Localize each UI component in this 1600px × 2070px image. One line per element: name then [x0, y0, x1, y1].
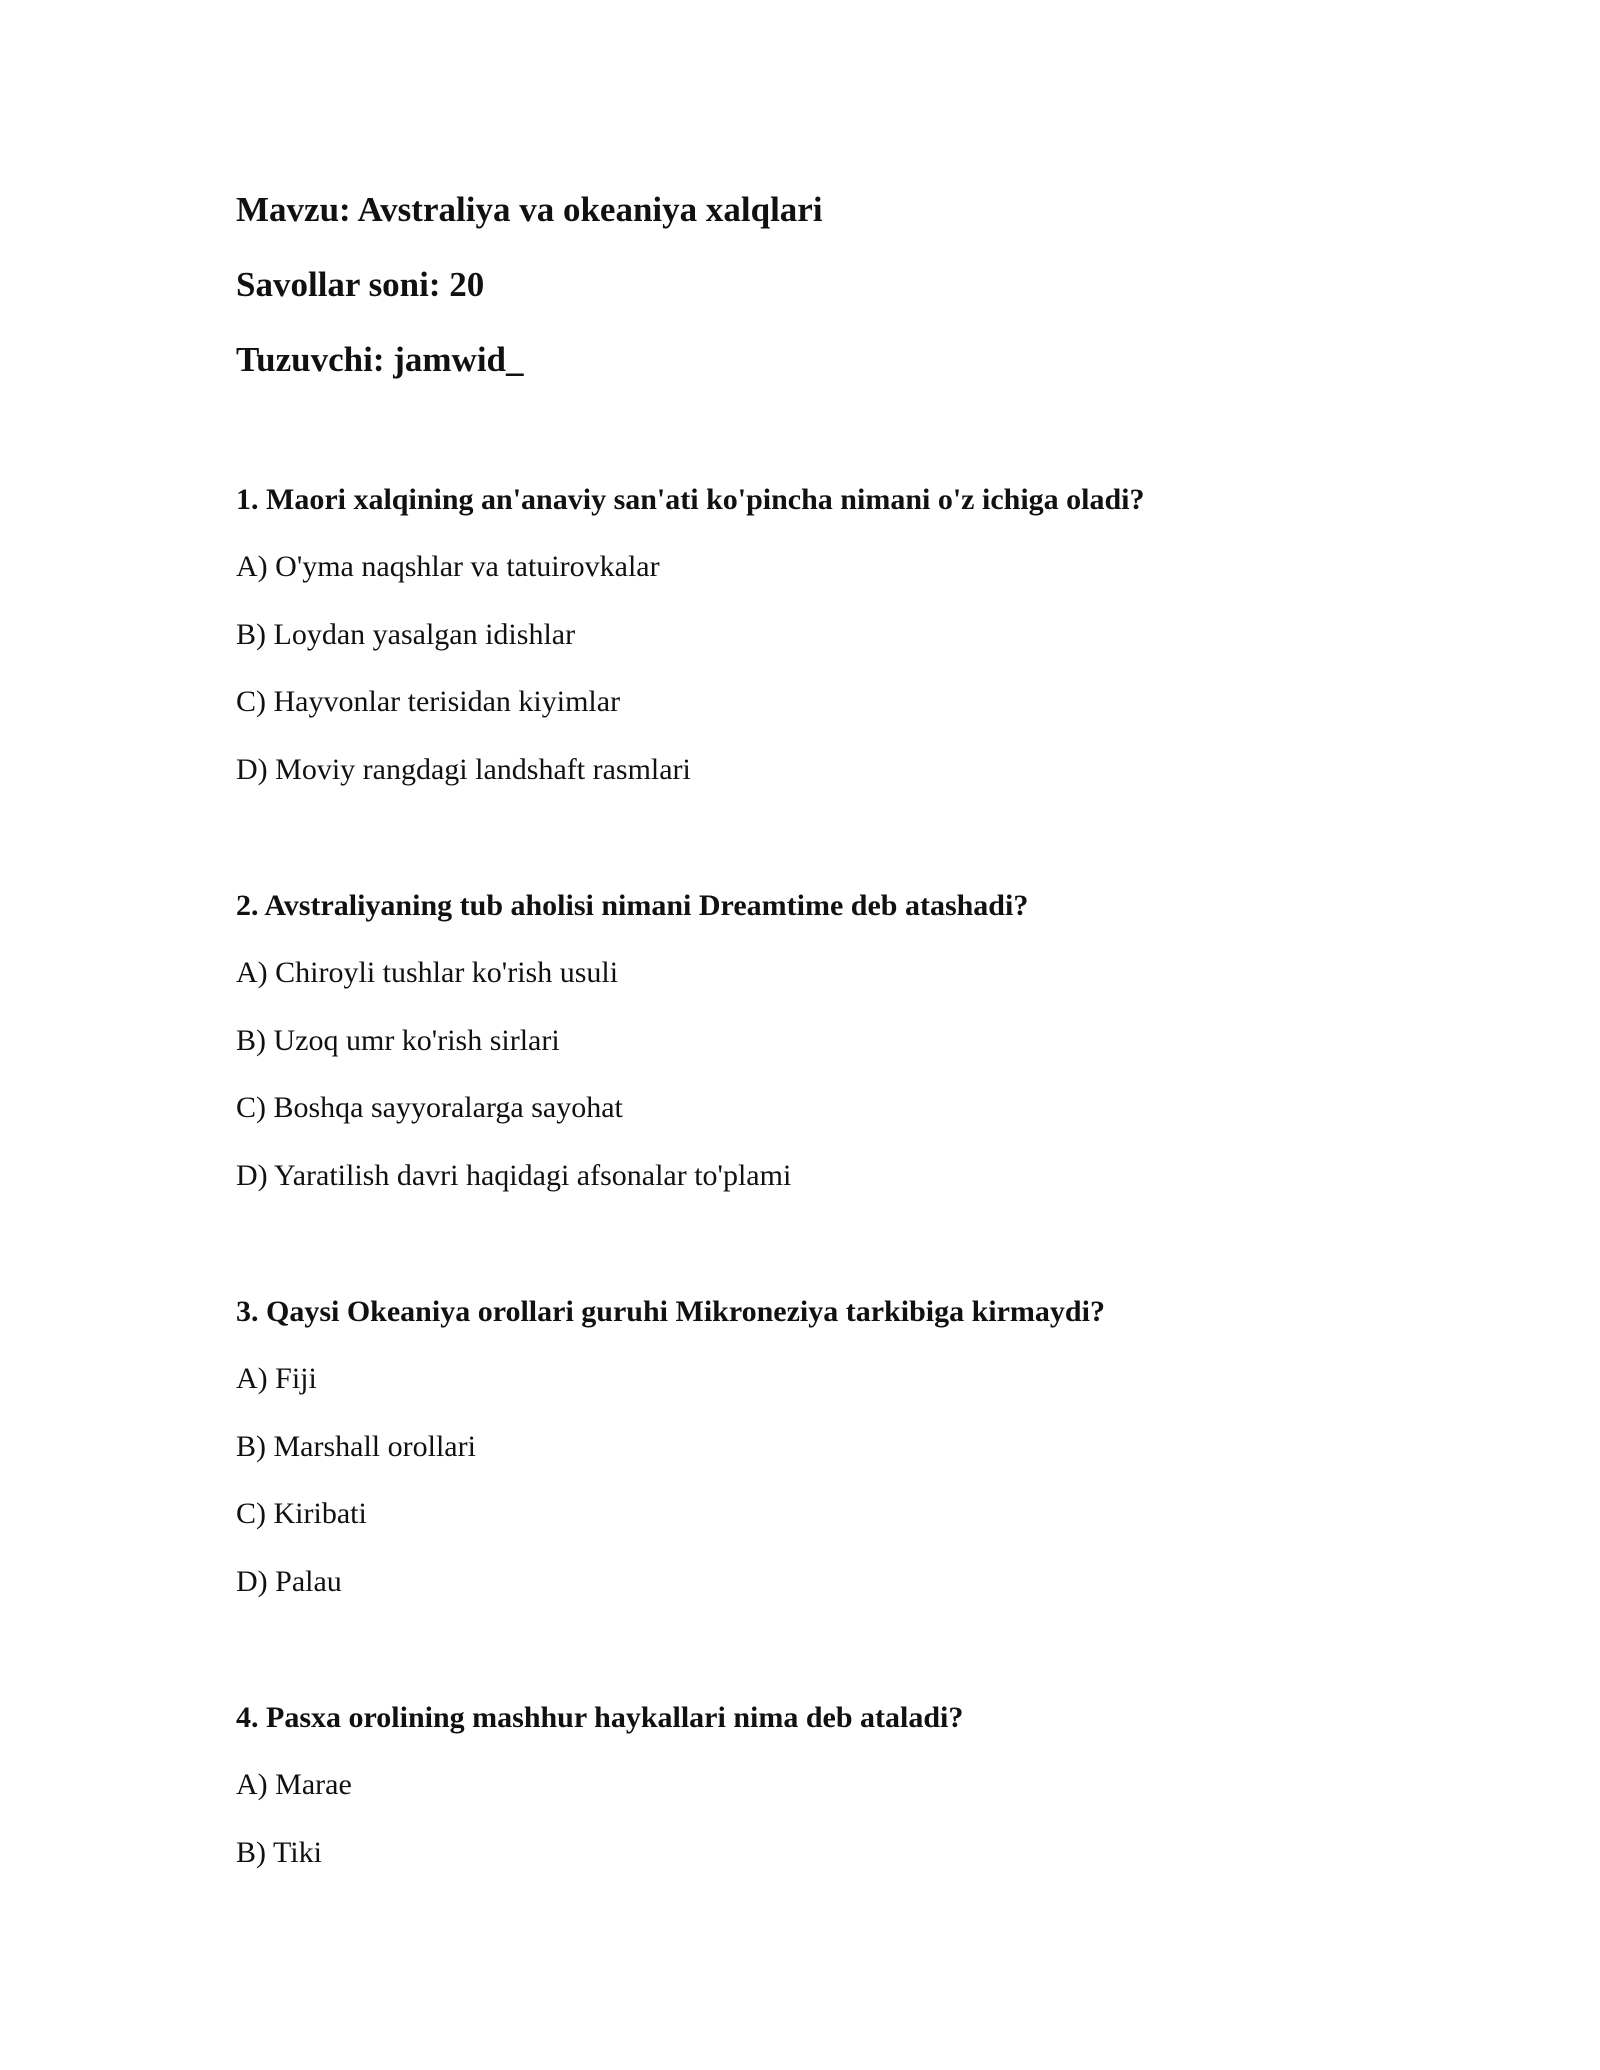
answer-option: C) Kiribati: [236, 1497, 367, 1530]
answer-option: A) Fiji: [236, 1362, 317, 1395]
question-count-heading: Savollar soni: 20: [236, 265, 485, 304]
question-text: 1. Maori xalqining an'anaviy san'ati ko'pincha nimani o'z ichiga oladi?: [236, 483, 1145, 516]
author-heading: Tuzuvchi: jamwid_: [236, 340, 524, 379]
answer-option: A) Marae: [236, 1768, 352, 1801]
answer-option: D) Moviy rangdagi landshaft rasmlari: [236, 753, 691, 786]
answer-option: B) Marshall orollari: [236, 1430, 476, 1463]
answer-option: D) Palau: [236, 1565, 342, 1598]
question-text: 3. Qaysi Okeaniya orollari guruhi Mikroneziya tarkibiga kirmaydi?: [236, 1295, 1105, 1328]
question-text: 2. Avstraliyaning tub aholisi nimani Dreamtime deb atashadi?: [236, 889, 1029, 922]
topic-heading: Mavzu: Avstraliya va okeaniya xalqlari: [236, 190, 823, 229]
answer-option: C) Hayvonlar terisidan kiyimlar: [236, 685, 621, 718]
answer-option: A) O'yma naqshlar va tatuirovkalar: [236, 550, 660, 583]
answer-option: C) Boshqa sayyoralarga sayohat: [236, 1091, 623, 1124]
answer-option: B) Tiki: [236, 1836, 322, 1869]
answer-option: D) Yaratilish davri haqidagi afsonalar to'plami: [236, 1159, 792, 1192]
answer-option: B) Uzoq umr ko'rish sirlari: [236, 1024, 560, 1057]
question-text: 4. Pasxa orolining mashhur haykallari nima deb ataladi?: [236, 1701, 964, 1734]
answer-option: A) Chiroyli tushlar ko'rish usuli: [236, 956, 619, 989]
answer-option: B) Loydan yasalgan idishlar: [236, 618, 576, 651]
